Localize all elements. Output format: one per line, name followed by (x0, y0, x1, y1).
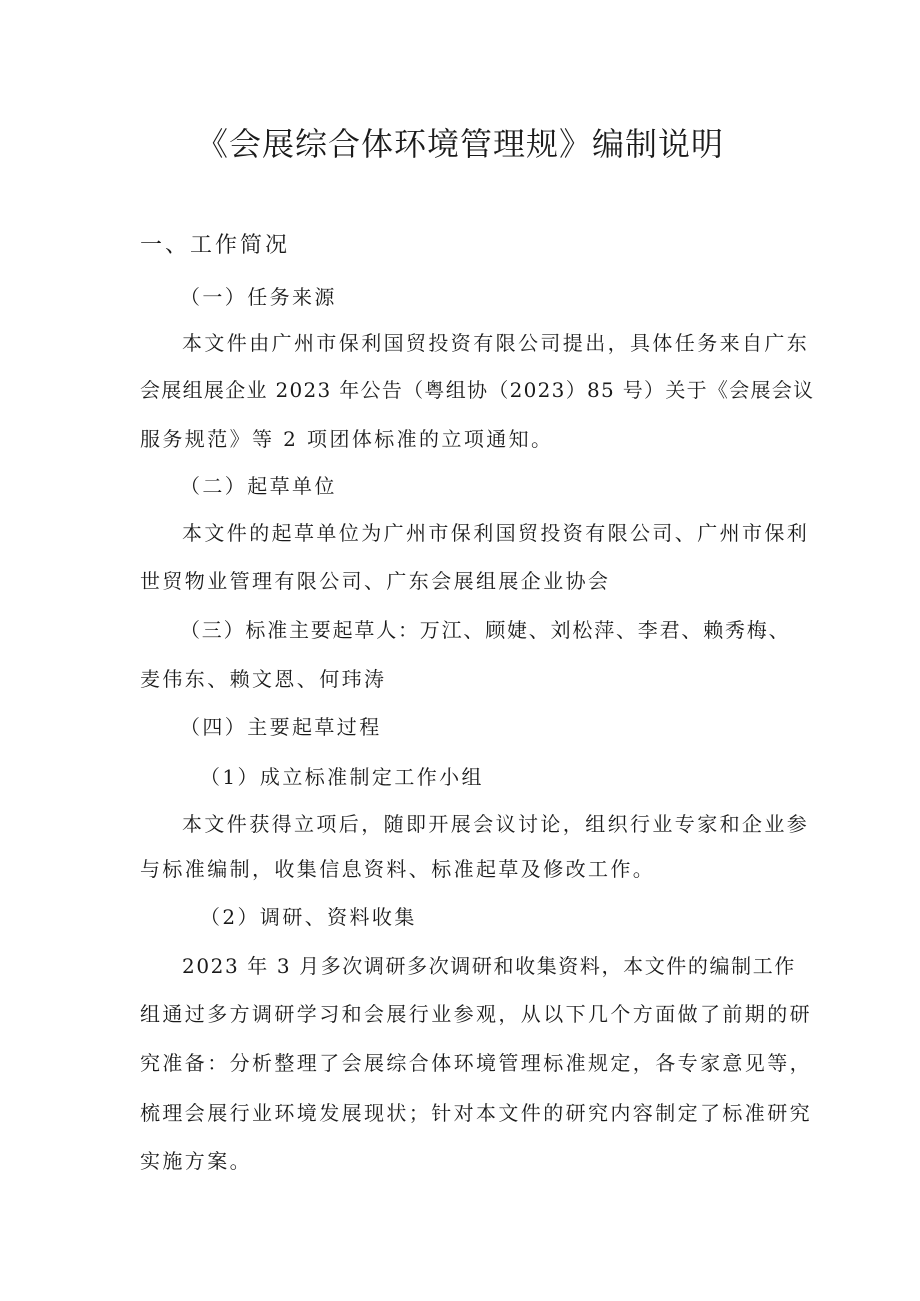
paragraph-line: 2023 年 3 月多次调研多次调研和收集资料，本文件的编制工作 (182, 954, 796, 978)
paragraph-line: 世贸物业管理有限公司、广东会展组展企业协会 (140, 569, 611, 593)
document-title: 《会展综合体环境管理规》编制说明 (195, 125, 724, 163)
paragraph-line: 麦伟东、赖文恩、何玮涛 (140, 667, 387, 691)
section-heading-work-overview: 一、工作简况 (140, 233, 291, 258)
paragraph-line: 实施方案。 (140, 1149, 252, 1173)
paragraph-line: 服务规范》等 2 项团体标准的立项通知。 (140, 427, 554, 451)
paragraph-line: 本文件由广州市保利国贸投资有限公司提出，具体任务来自广东 (182, 331, 810, 355)
paragraph-line: 本文件获得立项后，随即开展会议讨论，组织行业专家和企业参 (182, 812, 810, 836)
step-heading-working-group: （1）成立标准制定工作小组 (200, 765, 484, 789)
subsection-heading-drafting-unit: （二）起草单位 (180, 474, 337, 498)
paragraph-line: 本文件的起草单位为广州市保利国贸投资有限公司、广州市保利 (182, 521, 810, 545)
paragraph-line: （三）标准主要起草人：万江、顾婕、刘松萍、李君、赖秀梅、 (180, 618, 791, 642)
paragraph-line: 与标准编制，收集信息资料、标准起草及修改工作。 (140, 857, 656, 881)
paragraph-line: 组通过多方调研学习和会展行业参观，从以下几个方面做了前期的研 (140, 1002, 812, 1026)
paragraph-line: 究准备：分析整理了会展综合体环境管理标准规定，各专家意见等， (140, 1051, 812, 1075)
subsection-heading-drafting-process: （四）主要起草过程 (180, 715, 382, 739)
step-heading-research: （2）调研、资料收集 (200, 905, 417, 929)
paragraph-line: 梳理会展行业环境发展现状；针对本文件的研究内容制定了标准研究 (140, 1101, 812, 1125)
paragraph-line: 会展组展企业 2023 年公告（粤组协（2023）85 号）关于《会展会议 (140, 378, 815, 402)
subsection-heading-task-source: （一）任务来源 (180, 285, 337, 309)
